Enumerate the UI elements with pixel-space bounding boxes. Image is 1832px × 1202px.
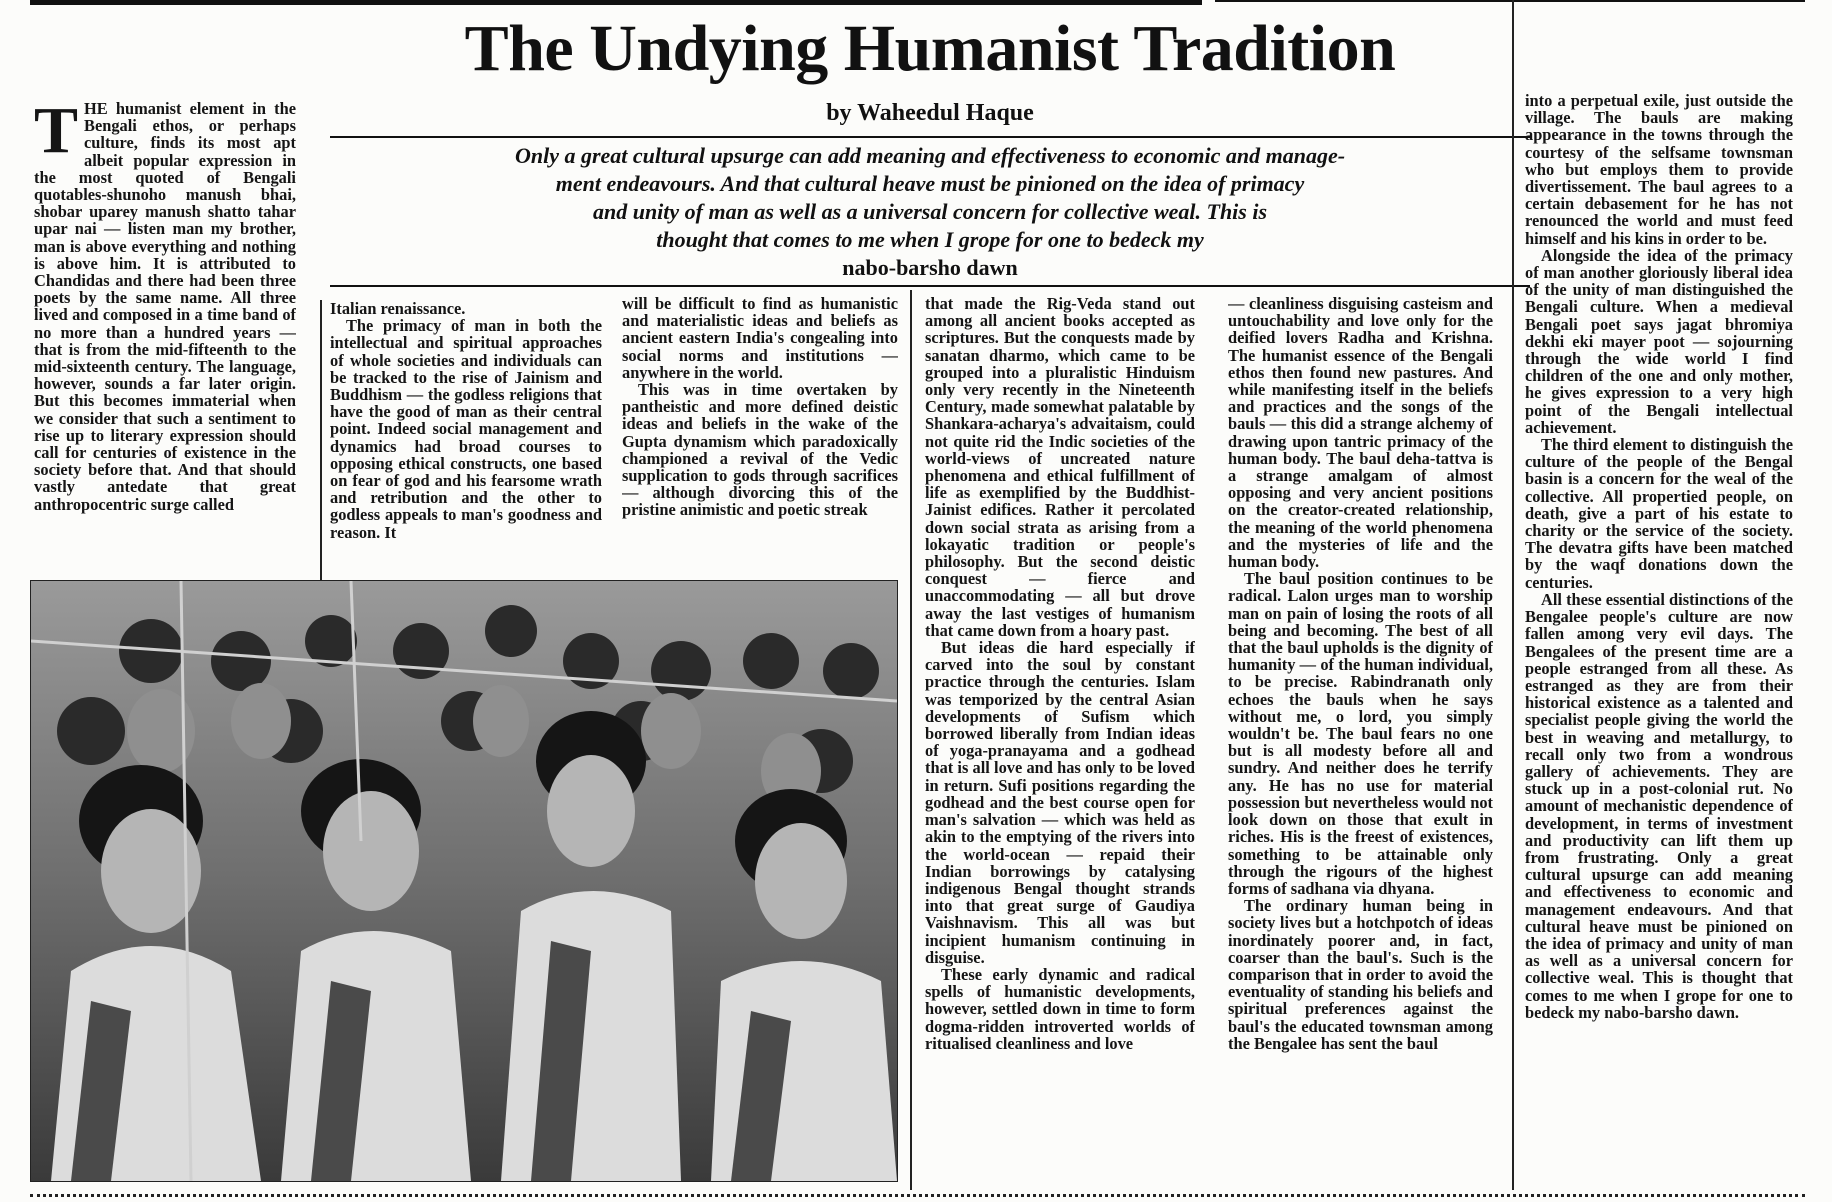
deck-line: Only a great cultural upsurge can add meaning and effectiveness to economic and manage- — [514, 143, 1346, 168]
column-2 — [330, 300, 602, 575]
paragraph: that made the Rig-Veda stand out among all ancient books accepted as scriptures. But the conquests made by sanatan dharmo, which came to be grouped into a pluralistic Hinduism only very recently in the Nineteenth Century, made somewhat palatable by Shankara-acharya's advaitaism, could not quite rid the Indic societies of the world-views of uncreated nature phenomena and ethical fulfillment of life as exemplified by the Buddhist-Jainist edifices. Rather it percolated down social strata as arising from a lokayatic tradition or people's philosophy. But the second deistic conquest — fierce and unaccommodating — all but drove away the last vestiges of humanism that came down from a hoary past. — [925, 295, 1195, 640]
paragraph: These early dynamic and radical spells of humanistic developments, however, settled down in time to form dogma-ridden introverted worlds of ritualised cleanliness and love — [925, 964, 1195, 1053]
paragraph: The primacy of man in both the intellectual and spiritual approaches of whole societies and individuals can be tracked to the rise of Jainism and Buddhism — the godless religions that have the good of man as their central point. Indeed social management and dynamics had broad courses to opposing ethical constructs, one based on fear of god and his fearsome wrath and retribution and the other to godless appeals to man's goodness and reason. It — [330, 316, 602, 542]
drop-cap: T — [34, 100, 79, 167]
paragraph: The third element to distinguish the culture of the people of the Bengal basin is a concern for the weal of the collective. All propertied people, on death, give a part of his estate to charity or the service of the society. The devatra gifts have been matched by the waqf donations down the centuries. — [1525, 435, 1793, 592]
bottom-rule — [30, 1194, 1805, 1197]
column-divider — [910, 290, 912, 1190]
paragraph: The baul position continues to be radical. Lalon urges man to worship man on pain of losing the roots of all being and becoming. The best of all that the baul upholds is the dignity of humanity — of the human individual, to be precise. Rabindranath only echoes the bauls when he says without me, o lord, you simply wouldn't be. The baul fears no one but is all modesty before all and sundry. And neither does he terrify any. He has no use for material possession but nevertheless would not look down on those that exult in riches. His is the freest of existences, something to be attainable only through the rigours of the highest forms of sadhana via dhyana. — [1228, 569, 1493, 898]
column-4 — [925, 295, 1195, 1185]
paragraph: This was in time overtaken by pantheistic and more defined deistic ideas and beliefs in the wake of the Gupta dynamism which paradoxically championed a revival of the Vedic supplication to gods through sacrifices — although divorcing this of the pristine animistic and poetic streak — [622, 380, 898, 520]
paragraph: All these essential distinctions of the Bengalee people's culture are now fallen among very evil days. The Bengalees of the present time are a people estranged from all these. As estranged as they are from their historical existence as a talented and specialist people giving the world the best in weaving and metallurgy, to recall only two from a wondrous gallery of achievements. They are stuck up in a post-colonial rut. No amount of mechanistic dependence of development, in terms of investment and productivity can lift them up from frustrating. Only a great cultural upsurge can add meaning and effectiveness to economic and management endeavours. And that cultural heave must be pinioned on the idea of primacy and unity of man as well as a universal concern for collective weal. This is thought that comes to me when I grope for one to bedeck my nabo-barsho dawn. — [1525, 589, 1793, 1022]
paragraph: Italian renaissance. — [330, 300, 466, 318]
column-divider — [1512, 0, 1514, 1190]
column-1 — [34, 100, 296, 575]
paragraph: But ideas die hard especially if carved into the soul by constant practice through the centuries. Islam was temporized by the central Asian developments of Sufism which borrowed liberally from Indian ideas of yoga-pranayama and a godhead that is all love and has only to be loved in return. Sufi positions regarding the godhead and the best course open for man's salvation — which was held as akin to the emptying of the rivers into the world-ocean — repaid their Indian borrowings by catalysing indigenous Bengal thought strands into that great surge of Gaudiya Vaishnavism. This all was but incipient humanism continuing in disguise. — [925, 638, 1195, 967]
byline: by Waheedul Haque — [826, 100, 1034, 126]
top-rule-right — [1215, 0, 1805, 2]
paragraph: into a perpetual exile, just outside the village. The bauls are making appearance in the towns through the courtesy of the selfsame townsman who but employs them to provide divertissement. The baul agrees to a certain debasement for he has not renounced the world and must feed himself and his kins in order to be. — [1525, 92, 1793, 248]
column-5 — [1228, 295, 1493, 1185]
paragraph: HE humanist element in the Bengali ethos, or perhaps culture, finds its most apt albeit popular expression in the most quoted of Bengali quotables-shunoho manush bhai, shobar uparey manush shatto tahar upar nai — listen man my brother, man is above everything and nothing is above him. It is attributed to Chandidas and there had been three poets by the same name. All three lived and composed in a time band of no more than a hundred years — that is from the mid-fifteenth to the mid-sixteenth century. The language, however, sounds a far later origin. But this becomes immaterial when we consider that such a sentiment to rise up to literary expression should call for centuries of existence in the society before that. And that should vastly antedate that great anthropocentric surge called — [34, 100, 296, 514]
deck-line: and unity of man as well as a universal concern for collective weal. This is — [592, 199, 1268, 224]
article-title: The Undying Humanist Tradition — [464, 12, 1396, 85]
paragraph: Alongside the idea of the primacy of man another gloriously liberal idea of the unity of man distinguished the Bengali culture. When a medieval Bengali poet says jagat bhromiya dekhi eki mayer poot — sojourning through the wide world I find children of the one and only mother, he gives expression to a very high point of the Bengali intellectual achievement. — [1525, 245, 1793, 437]
deck-line: ment endeavours. And that cultural heave must be pinioned on the idea of primacy — [555, 171, 1305, 196]
column-3 — [622, 295, 898, 575]
article-deck — [340, 142, 1520, 282]
deck-rule-bottom — [330, 285, 1530, 287]
paragraph: The ordinary human being in society lives but a hotchpotch of ideas inordinately poorer and, in fact, coarser than the baul's. Such is the comparison that in order to avoid the eventuality of standing his beliefs and spiritual preferences against the baul's the educated townsman among the Bengalee has sent the baul — [1228, 896, 1493, 1053]
article-photo — [30, 580, 898, 1182]
paragraph: will be difficult to find as humanistic and materialistic ideas and beliefs as ancient eastern India's congealing into social norms and institutions — anywhere in the world. — [622, 295, 898, 382]
photo-singing-girls-icon — [31, 581, 897, 1181]
paragraph: — cleanliness disguising casteism and untouchability and love only for the deified lovers Radha and Krishna. The humanist essence of the Bengali ethos then found new pastures. And while manifesting itself in the beliefs and practices and the songs of the bauls — this did a strange alchemy of drawing upon tantric primacy of the human body. The baul deha-tattva is a strange amalgam of almost opposing and very ancient positions on the creator-created relationship, the meaning of the world phenomena and the mysteries of life and the human body. — [1228, 295, 1493, 572]
deck-rule-top — [330, 136, 1530, 138]
column-divider — [320, 300, 322, 580]
column-6 — [1525, 92, 1793, 1185]
deck-line: thought that comes to me when I grope for one to bedeck my — [656, 227, 1204, 252]
deck-line: nabo-barsho dawn — [842, 255, 1018, 280]
top-rule — [30, 0, 1202, 5]
